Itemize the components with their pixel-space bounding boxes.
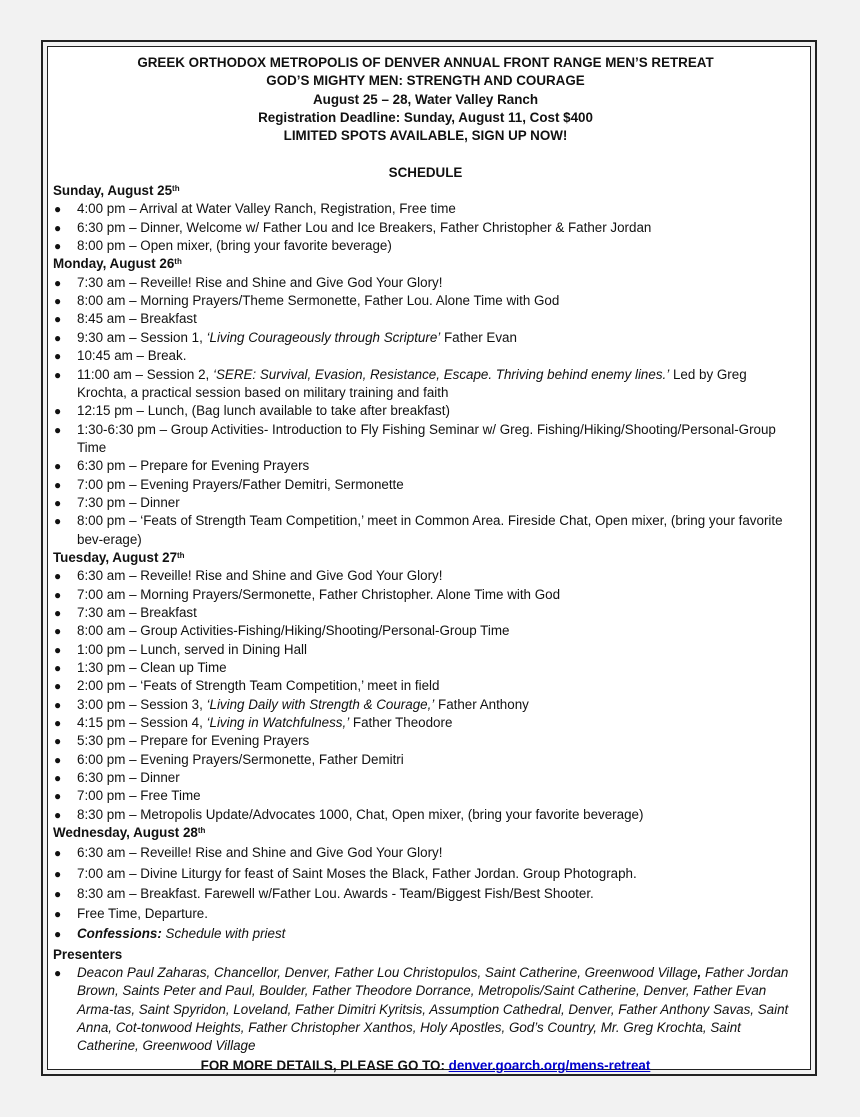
schedule-item-text: ‘Living Daily with Strength & Courage,’ xyxy=(206,696,435,712)
schedule-item xyxy=(53,787,798,805)
schedule-item-text: 1:30-6:30 pm – Group Activities- Introduction to Fly Fishing Seminar w/ Greg. Fishing/Hiking/Shooting/Personal-Group Time xyxy=(77,421,776,455)
bullet-icon: ● xyxy=(54,771,62,786)
schedule-item-text: ‘Living Courageously through Scripture’ xyxy=(206,329,441,345)
schedule-item-text: 6:30 pm – Dinner xyxy=(77,770,180,786)
schedule-item xyxy=(53,751,798,769)
day-label: Wednesday, August 28 xyxy=(53,825,198,841)
schedule-list xyxy=(53,200,798,255)
schedule-item xyxy=(53,677,798,695)
bullet-icon: ● xyxy=(54,965,62,980)
bullet-icon: ● xyxy=(54,789,62,804)
bullet-icon: ● xyxy=(54,404,62,419)
schedule-item-text: 3:00 pm – Session 3, xyxy=(77,696,207,712)
schedule-item xyxy=(53,905,798,923)
day-heading xyxy=(53,549,798,567)
bullet-icon: ● xyxy=(54,569,62,584)
schedule-item xyxy=(53,806,798,824)
schedule-item-text: 8:30 pm – Metropolis Update/Advocates 1000, Chat, Open mixer, (bring your favorite beverage) xyxy=(77,806,644,822)
schedule-item xyxy=(53,604,798,622)
bullet-icon: ● xyxy=(54,495,62,510)
schedule-item-text: 6:30 pm – Prepare for Evening Prayers xyxy=(77,458,310,474)
bullet-icon: ● xyxy=(54,312,62,327)
registration-deadline: Registration Deadline: Sunday, August 11, Cost $400 xyxy=(258,110,593,126)
schedule-item xyxy=(53,457,798,475)
bullet-icon: ● xyxy=(54,642,62,657)
schedule-item xyxy=(53,769,798,787)
bullet-icon: ● xyxy=(54,477,62,492)
schedule-item xyxy=(53,659,798,677)
schedule-item-text: Father Jordan Brown, Saints Peter and Paul, Boulder, Father Theodore Dorrance, Metropolis/Saint Catherine, Denver, Father Evan Arma-tas, Saint Spyridon, Loveland, Father Dimitri Kyritsis, Assumption Cathedral, Denver, Father Anthony Savas, Saint Anna, Cot-tonwood Heights, Father Christopher Xanthos, Holy Apostles, God’s Country, Mr. Greg Krochta, Saint Catherine, Greenwood Village xyxy=(77,964,789,1054)
schedule-item-text: Led by Greg Krochta, a practical session based on military training and faith xyxy=(77,366,747,400)
schedule-item xyxy=(53,347,798,365)
bullet-icon: ● xyxy=(54,587,62,602)
bullet-icon: ● xyxy=(54,866,62,881)
retreat-theme: GOD’S MIGHTY MEN: STRENGTH AND COURAGE xyxy=(266,73,585,89)
schedule-item-text: Father Evan xyxy=(440,329,517,345)
schedule-item-text: Father Theodore xyxy=(349,715,453,731)
day-section xyxy=(53,255,798,549)
bullet-icon: ● xyxy=(54,624,62,639)
bullet-icon: ● xyxy=(54,275,62,290)
day-heading xyxy=(53,182,798,200)
bullet-icon: ● xyxy=(54,927,62,942)
schedule-item xyxy=(53,329,798,347)
schedule-item xyxy=(53,964,798,1056)
schedule-item-text: 6:30 am – Reveille! Rise and Shine and Give God Your Glory! xyxy=(77,568,443,584)
schedule-item-text: 8:00 pm – ‘Feats of Strength Team Competition,’ meet in Common Area. Fireside Chat, Open mixer, (bring your favorite bev-erage) xyxy=(77,513,783,547)
schedule-item xyxy=(53,219,798,237)
schedule-item-text: 12:15 pm – Lunch, (Bag lunch available to take after breakfast) xyxy=(77,403,450,419)
schedule-list xyxy=(53,964,798,1056)
schedule-item xyxy=(53,586,798,604)
schedule-item xyxy=(53,641,798,659)
document-border xyxy=(41,40,817,1076)
day-section xyxy=(53,182,798,255)
schedule-item-text: , xyxy=(697,964,702,980)
document-page xyxy=(47,46,811,1073)
schedule-item xyxy=(53,476,798,494)
day-heading xyxy=(53,946,798,964)
schedule-item-text: Deacon Paul Zaharas, Chancellor, Denver, Father Lou Christopulos, Saint Catherine, Greenwood Village xyxy=(77,964,698,980)
bullet-icon: ● xyxy=(54,752,62,767)
schedule-item-text: ‘Living in Watchfulness,’ xyxy=(206,715,350,731)
schedule-item xyxy=(53,567,798,585)
schedule-item-text: 8:00 am – Group Activities-Fishing/Hiking/Shooting/Personal-Group Time xyxy=(77,623,510,639)
bullet-icon: ● xyxy=(54,605,62,620)
schedule-item-text: 9:30 am – Session 1, xyxy=(77,329,207,345)
schedule-item xyxy=(53,885,798,903)
retreat-dates: August 25 – 28, Water Valley Ranch xyxy=(313,91,538,107)
schedule-item xyxy=(53,696,798,714)
day-section xyxy=(53,549,798,824)
bullet-icon: ● xyxy=(54,349,62,364)
schedule-item-text: Schedule with priest xyxy=(161,926,286,942)
day-label: Presenters xyxy=(53,946,123,962)
day-section xyxy=(53,824,798,944)
schedule-title: SCHEDULE xyxy=(388,164,463,180)
schedule-item xyxy=(53,200,798,218)
schedule-item-text: ‘SERE: Survival, Evasion, Resistance, Escape. Thriving behind enemy lines.’ xyxy=(212,366,670,382)
footer xyxy=(53,1057,798,1075)
schedule-item-text: 8:30 am – Breakfast. Farewell w/Father Lou. Awards - Team/Biggest Fish/Best Shooter. xyxy=(77,885,594,901)
schedule-item xyxy=(53,421,798,458)
schedule-item-text: 1:00 pm – Lunch, served in Dining Hall xyxy=(77,641,308,657)
schedule-item-text: 4:15 pm – Session 4, xyxy=(77,715,207,731)
bullet-icon: ● xyxy=(54,697,62,712)
schedule-item-text: 8:45 am – Breakfast xyxy=(77,311,197,327)
bullet-icon: ● xyxy=(54,679,62,694)
schedule-item xyxy=(53,714,798,732)
schedule-item xyxy=(53,732,798,750)
bullet-icon: ● xyxy=(54,716,62,731)
document-content xyxy=(53,54,798,1075)
bullet-icon: ● xyxy=(54,367,62,382)
schedule-item-text: 7:30 am – Breakfast xyxy=(77,604,197,620)
schedule-item xyxy=(53,865,798,883)
schedule-item xyxy=(53,622,798,640)
schedule-item xyxy=(53,310,798,328)
bullet-icon: ● xyxy=(54,239,62,254)
schedule-item xyxy=(53,925,798,943)
day-heading xyxy=(53,824,798,842)
bullet-icon: ● xyxy=(54,846,62,861)
schedule-days xyxy=(53,182,798,1056)
schedule-item-text: 4:00 pm – Arrival at Water Valley Ranch, Registration, Free time xyxy=(77,201,456,217)
schedule-list xyxy=(53,567,798,824)
schedule-item-text: 8:00 pm – Open mixer, (bring your favorite beverage) xyxy=(77,238,392,254)
schedule-item-text: 6:30 pm – Dinner, Welcome w/ Father Lou and Ice Breakers, Father Christopher & Father Jordan xyxy=(77,219,652,235)
schedule-item xyxy=(53,494,798,512)
limited-spots-notice: LIMITED SPOTS AVAILABLE, SIGN UP NOW! xyxy=(283,128,568,144)
schedule-item xyxy=(53,274,798,292)
day-section xyxy=(53,946,798,1056)
schedule-item-text: 7:00 pm – Evening Prayers/Father Demitri, Sermonette xyxy=(77,476,404,492)
bullet-icon: ● xyxy=(54,886,62,901)
bullet-icon: ● xyxy=(54,807,62,822)
schedule-item-text: 7:30 pm – Dinner xyxy=(77,494,180,510)
bullet-icon: ● xyxy=(54,907,62,922)
schedule-item-text: 6:00 pm – Evening Prayers/Sermonette, Father Demitri xyxy=(77,751,404,767)
schedule-item xyxy=(53,844,798,862)
schedule-item xyxy=(53,237,798,255)
schedule-item-text: 8:00 am – Morning Prayers/Theme Sermonette, Father Lou. Alone Time with God xyxy=(77,293,560,309)
schedule-item-text: 5:30 pm – Prepare for Evening Prayers xyxy=(77,733,310,749)
schedule-item-text: Father Anthony xyxy=(434,696,529,712)
day-label: Sunday, August 25 xyxy=(53,183,173,199)
retreat-title: GREEK ORTHODOX METROPOLIS OF DENVER ANNUAL FRONT RANGE MEN’S RETREAT xyxy=(137,55,714,70)
bullet-icon: ● xyxy=(54,514,62,529)
document-header xyxy=(53,54,798,182)
bullet-icon: ● xyxy=(54,220,62,235)
schedule-item-text: 10:45 am – Break. xyxy=(77,348,187,364)
schedule-item xyxy=(53,366,798,403)
day-ordinal-suffix: th xyxy=(177,550,185,560)
day-label: Monday, August 26 xyxy=(53,256,175,272)
bullet-icon: ● xyxy=(54,459,62,474)
schedule-item-text: 7:00 pm – Free Time xyxy=(77,788,201,804)
schedule-item xyxy=(53,292,798,310)
schedule-list xyxy=(53,844,798,943)
schedule-item-text: Confessions: xyxy=(77,926,162,942)
day-ordinal-suffix: th xyxy=(174,257,182,267)
schedule-item-text: 1:30 pm – Clean up Time xyxy=(77,660,227,675)
day-heading xyxy=(53,255,798,273)
bullet-icon: ● xyxy=(54,294,62,309)
bullet-icon: ● xyxy=(54,202,62,217)
retreat-link[interactable]: denver.goarch.org/mens-retreat xyxy=(448,1057,651,1073)
day-ordinal-suffix: th xyxy=(197,826,206,836)
day-ordinal-suffix: th xyxy=(172,184,180,194)
bullet-icon: ● xyxy=(54,422,62,437)
schedule-item xyxy=(53,512,798,549)
schedule-item-text: Free Time, Departure. xyxy=(77,906,208,922)
schedule-item-text: 2:00 pm – ‘Feats of Strength Team Competition,’ meet in field xyxy=(77,678,440,694)
schedule-item-text: 7:00 am – Divine Liturgy for feast of Saint Moses the Black, Father Jordan. Group Photograph. xyxy=(77,865,637,881)
day-label: Tuesday, August 27 xyxy=(53,549,178,565)
schedule-list xyxy=(53,274,798,549)
schedule-item xyxy=(53,402,798,420)
schedule-item-text: 7:30 am – Reveille! Rise and Shine and Give God Your Glory! xyxy=(77,274,443,290)
footer-text: FOR MORE DETAILS, PLEASE GO TO: xyxy=(200,1057,449,1073)
schedule-item-text: 6:30 am – Reveille! Rise and Shine and Give God Your Glory! xyxy=(77,845,443,861)
schedule-item-text: 11:00 am – Session 2, xyxy=(77,366,213,382)
bullet-icon: ● xyxy=(54,661,62,675)
schedule-item-text: 7:00 am – Morning Prayers/Sermonette, Father Christopher. Alone Time with God xyxy=(77,586,561,602)
bullet-icon: ● xyxy=(54,734,62,749)
bullet-icon: ● xyxy=(54,330,62,345)
